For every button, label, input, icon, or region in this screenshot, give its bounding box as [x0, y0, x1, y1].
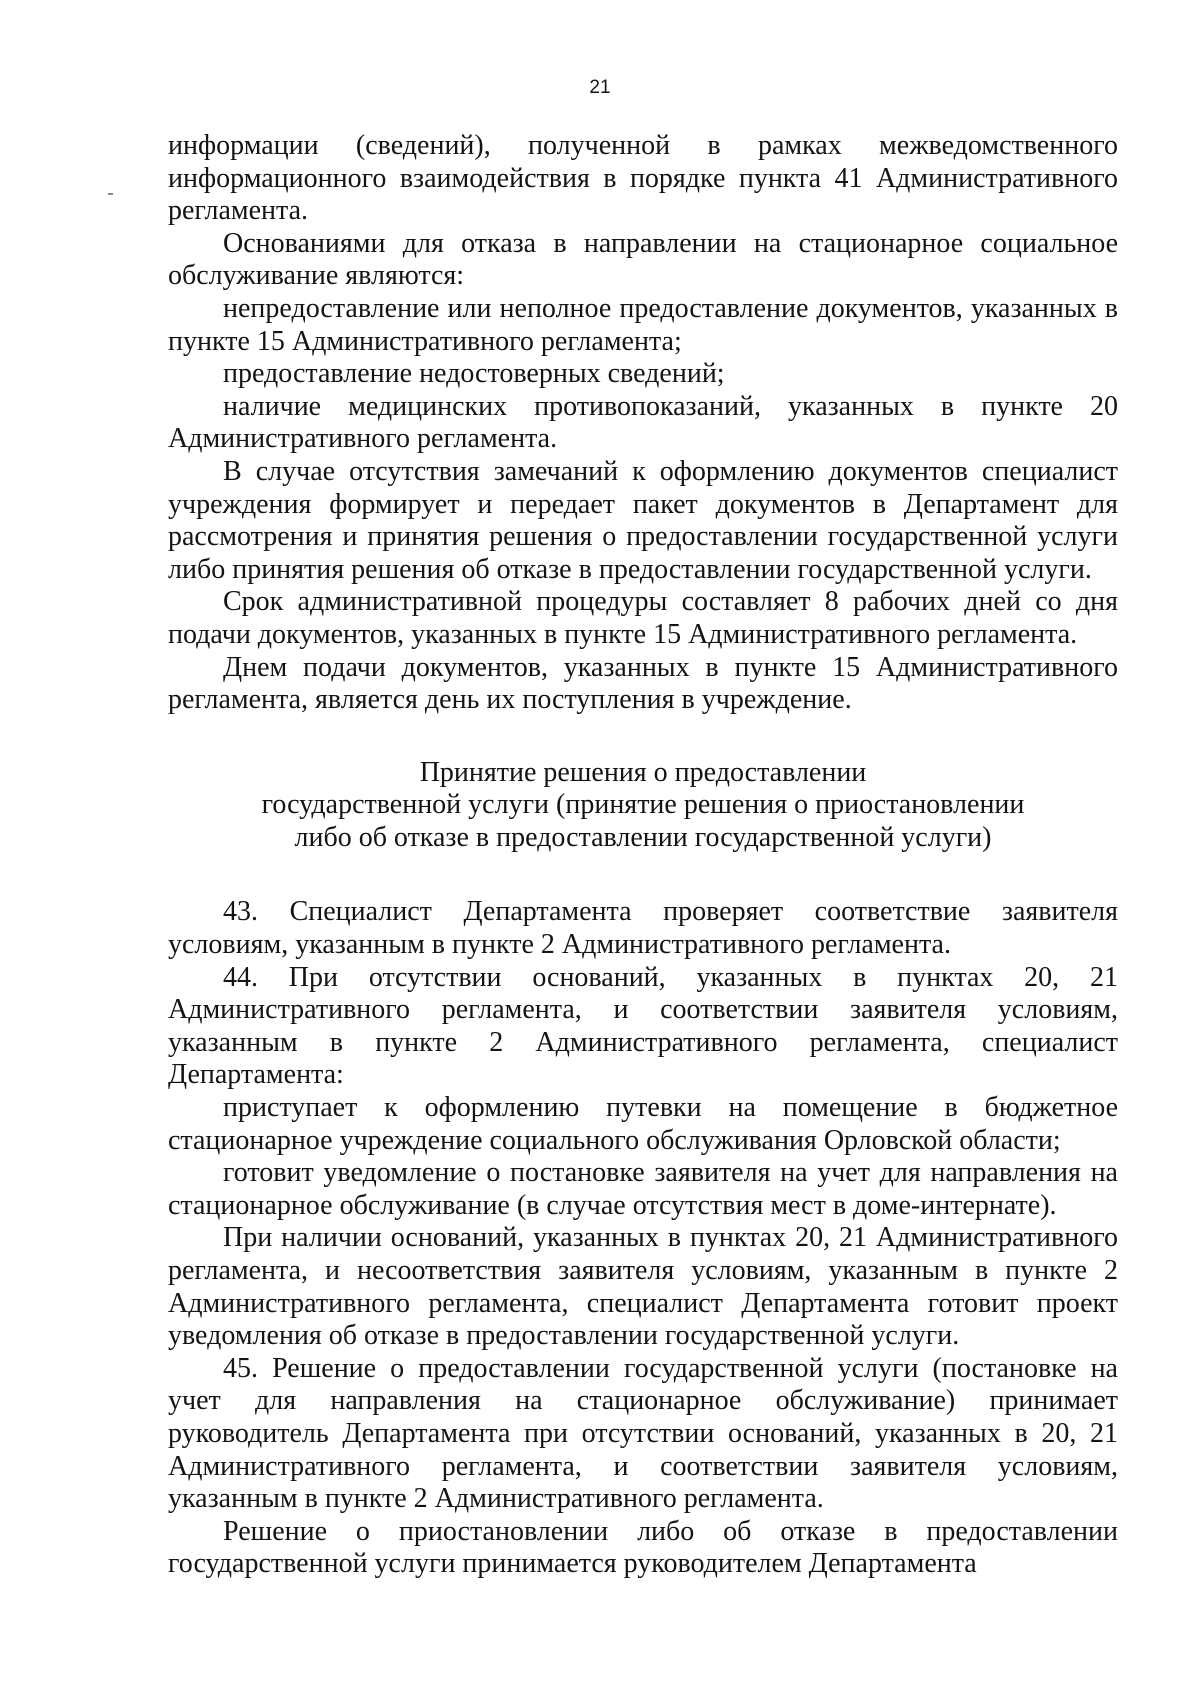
paragraph-refusal-ground-1: непредоставление или неполное предоставление документов, указанных в пункте 15 Административного регламента;	[168, 292, 1118, 357]
paragraph-item-45: 45. Решение о предоставлении государственной услуги (постановке на учет для направления на стационарное обслуживание) принимает руководитель Департамента при отсутствии оснований, указанных в 20, 21 Административного регламента, и соответствии заявителя условиям, указанным в пункте 2 Административного регламента.	[168, 1352, 1118, 1515]
paragraph-refusal-grounds-intro: Основаниями для отказа в направлении на стационарное социальное обслуживание являются:	[168, 227, 1118, 292]
paragraph-refusal-ground-3: наличие медицинских противопоказаний, указанных в пункте 20 Административного регламента.	[168, 390, 1118, 455]
paragraph-item-44-action-1: приступает к оформлению путевки на помещение в бюджетное стационарное учреждение социального обслуживания Орловской области;	[168, 1092, 1118, 1156]
section-heading-line: государственной услуги (принятие решения о приостановлении	[261, 789, 1025, 821]
page-number: 21	[589, 77, 611, 98]
section-heading-line: Принятие решения о предоставлении	[419, 756, 867, 788]
paragraph-no-remarks: В случае отсутствия замечаний к оформлению документов специалист учреждения формирует и передает пакет документов в Департамент для рассмотрения и принятия решения о предоставлении государственной услуги либо принятия решения об отказе в предоставлении государственной услуги.	[168, 455, 1118, 585]
paragraph-continuation: информации (сведений), полученной в рамках межведомственного информационного взаимодействия в порядке пункта 41 Административного регламента.	[168, 130, 1118, 227]
paragraph-item-44-action-2: готовит уведомление о постановке заявителя на учет для направления на стационарное обслуживание (в случае отсутствия мест в доме-интернате).	[168, 1157, 1118, 1221]
section-heading	[168, 757, 1118, 855]
paragraph-suspension-decision: Решение о приостановлении либо об отказе в предоставлении государственной услуги принимается руководителем Департамента	[168, 1515, 1118, 1580]
paragraph-submission-day: Днем подачи документов, указанных в пункте 15 Административного регламента, является день их поступления в учреждение.	[168, 651, 1118, 716]
document-body	[168, 130, 1118, 1581]
paragraph-item-43: 43. Специалист Департамента проверяет соответствие заявителя условиям, указанным в пункте 2 Административного регламента.	[168, 896, 1118, 961]
scan-mark	[108, 193, 113, 195]
paragraph-refusal-ground-2: предоставление недостоверных сведений;	[223, 358, 725, 390]
paragraph-item-44: 44. При отсутствии оснований, указанных в пунктах 20, 21 Административного регламента, и соответствии заявителя условиям, указанным в пункте 2 Административного регламента, специалист Департамента:	[168, 961, 1118, 1091]
section-heading-line: либо об отказе в предоставлении государственной услуги)	[294, 821, 992, 853]
paragraph-grounds-present: При наличии оснований, указанных в пунктах 20, 21 Административного регламента, и несоответствия заявителя условиям, указанным в пункте 2 Административного регламента, специалист Департамента готовит проект уведомления об отказе в предоставлении государственной услуги.	[168, 1222, 1118, 1352]
paragraph-procedure-term: Срок административной процедуры составляет 8 рабочих дней со дня подачи документов, указанных в пункте 15 Административного регламента.	[168, 586, 1118, 650]
